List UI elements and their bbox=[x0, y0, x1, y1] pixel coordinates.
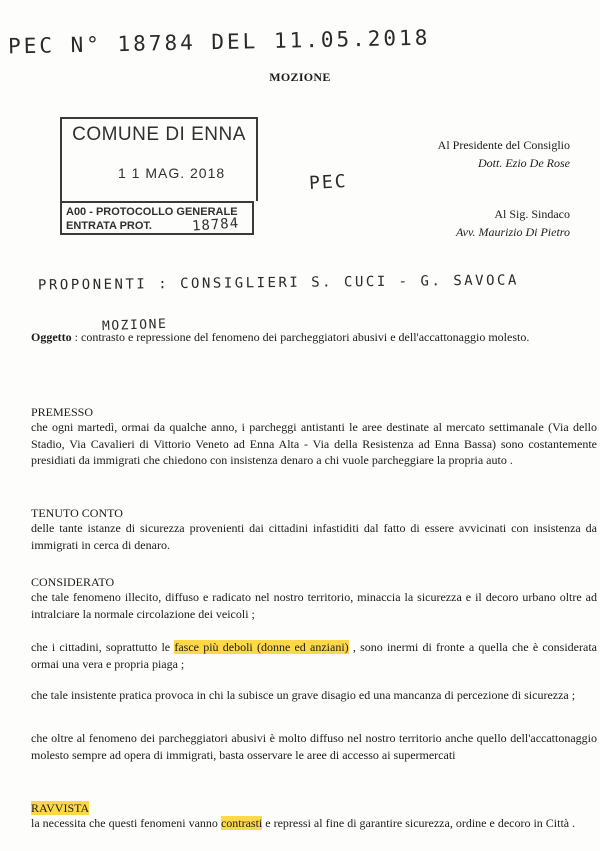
tenuto-conto-text: delle tante istanze di sicurezza provenienti dai cittadini infastiditi dal fatto di essere avvicinati con insistenza da immigrati in cerca di denaro. bbox=[31, 521, 597, 552]
ravvista-heading-text: RAVVISTA bbox=[31, 801, 90, 815]
recipient-mayor bbox=[456, 205, 570, 241]
stamp-protocol-number: 18784 bbox=[191, 215, 240, 235]
recipient-line: Al Sig. Sindaco bbox=[494, 207, 570, 221]
document-title: MOZIONE bbox=[269, 70, 331, 84]
considerato-p2-start: che i cittadini, soprattutto le bbox=[31, 640, 175, 654]
premesso-text: che ogni martedì, ormai da qualche anno, i parcheggi antistanti le aree destinate al mercato settimanale (Via dello Stadio, Via Cavalieri di Vittorio Veneto ad Enna Alta - Via della Resistenza ad Enna Bassa) sono costantemente presidiati da immigrati che chiedono con insistenza denaro a chi vuole parcheggiare la propria auto . bbox=[31, 420, 597, 467]
ravvista-end: e repressi al fine di garantire sicurezza, ordine e decoro in Città . bbox=[262, 816, 576, 830]
recipient-line: Al Presidente del Consiglio bbox=[437, 138, 570, 152]
stamp-line-2: ENTRATA PROT. bbox=[66, 220, 152, 232]
subject-paragraph bbox=[31, 329, 597, 346]
handwritten-proponents: PROPONENTI : CONSIGLIERI S. CUCI - G. SAVOCA bbox=[37, 272, 519, 294]
recipient-name: Avv. Maurizio Di Pietro bbox=[456, 225, 570, 239]
handwritten-mozione: MOZIONE bbox=[101, 316, 168, 335]
considerato-heading: CONSIDERATO bbox=[31, 575, 115, 589]
highlighted-text: fasce più deboli (donne ed anziani) bbox=[174, 640, 349, 654]
recipient-name: Dott. Ezio De Rose bbox=[478, 156, 570, 170]
handwritten-pec-reference: PEC N° 18784 DEL 11.05.2018 bbox=[7, 25, 431, 59]
considerato-p2-end: , sono inermi di fronte a quella che è considerata ormai una vera e propria piaga ; bbox=[31, 640, 597, 671]
ravvista-text bbox=[31, 815, 597, 832]
considerato-paragraph-3: che tale insistente pratica provoca in chi la subisce un grave disagio ed una mancanza di percezione di sicurezza ; bbox=[31, 688, 576, 702]
considerato-paragraph-2 bbox=[31, 639, 597, 672]
subject-label: Oggetto bbox=[31, 330, 72, 344]
handwritten-pec: PEC bbox=[308, 171, 349, 194]
considerato-paragraph-1: che tale fenomeno illecito, diffuso e radicato nel nostro territorio, minaccia la sicurezza e il decoro urbano oltre ad intralciare la normale circolazione dei veicoli ; bbox=[31, 590, 597, 621]
premesso-heading: PREMESSO bbox=[31, 405, 94, 419]
highlighted-text: contrasti bbox=[220, 816, 263, 830]
stamp-date: 1 1 MAG. 2018 bbox=[118, 165, 226, 181]
ravvista-start: la necessita che questi fenomeni vanno bbox=[31, 816, 221, 830]
tenuto-conto-heading: TENUTO CONTO bbox=[31, 506, 123, 520]
stamp-entity: COMUNE DI ENNA bbox=[60, 117, 258, 151]
subject-text: : contrasto e repressione del fenomeno dei parcheggiatori abusivi e dell'accattonaggio molesto. bbox=[71, 330, 530, 344]
protocol-stamp bbox=[60, 117, 256, 237]
stamp-line-1: A00 - PROTOCOLLO GENERALE bbox=[66, 206, 238, 218]
considerato-paragraph-4: che oltre al fenomeno dei parcheggiatori abusivi è molto diffuso nel nostro territorio anche quello dell'accattonaggio molesto sempre ad opera di immigrati, basta osservare le aree di accesso ai supermercati bbox=[31, 731, 597, 762]
recipient-president bbox=[438, 136, 570, 172]
